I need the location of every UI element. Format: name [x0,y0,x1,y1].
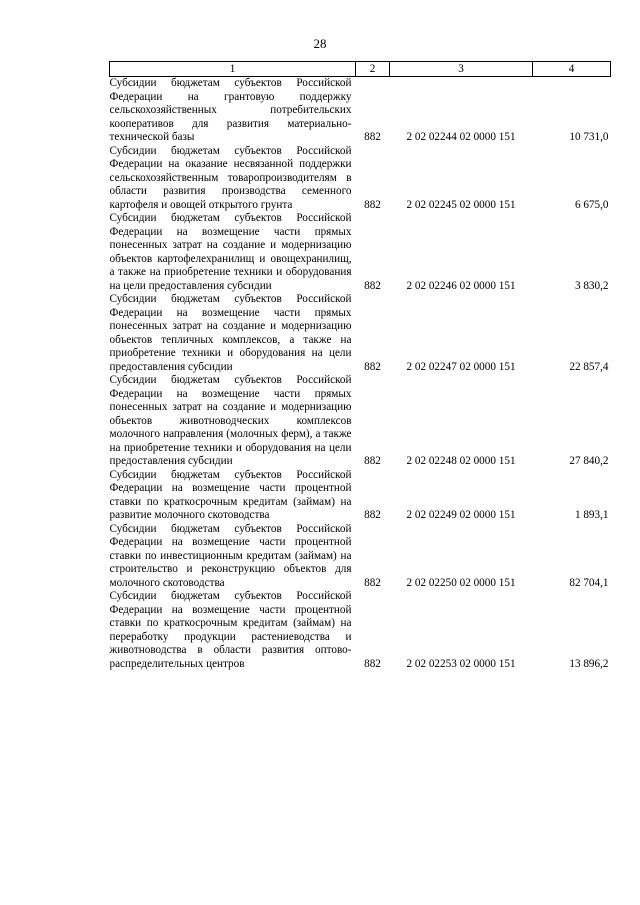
row-description-text: Субсидии бюджетам субъектов Российской Федерации на возмещение части прямых понесенных затрат на создание и модернизацию объектов животноводческих комплексов молочного направления (молочных ферм), а также на приобретение техники и оборудования на цели предоставления субсидии [109,374,352,467]
column-header-1: 1 [110,62,356,77]
row-admin-code: 882 [364,131,381,143]
table-header-row [110,62,611,77]
page-number: 28 [313,36,327,51]
row-description-text: Субсидии бюджетам субъектов Российской Федерации на возмещение части процентной ставки по краткосрочным кредитам (займам) на переработку продукции растениеводства и животноводства в области развития оптово-распределительных центров [109,590,352,670]
row-budget-code: 2 02 02245 02 0000 151 [406,198,516,211]
row-admin-code: 882 [364,576,381,589]
row-amount: 13 896,2 [569,657,609,670]
row-admin-code: 882 [364,198,381,211]
table-row [110,374,611,469]
budget-table [109,61,611,671]
row-budget-code: 2 02 02248 02 0000 151 [406,455,516,467]
row-description [110,212,356,293]
table-row [110,145,611,213]
row-description [110,469,356,523]
row-description-text: Субсидии бюджетам субъектов Российской Федерации на возмещение части прямых понесенных затрат на создание и модернизацию объектов тепличных комплексов, а также на приобретение техники и оборудования на цели предоставления субсидии [109,293,352,373]
row-budget-code: 2 02 02246 02 0000 151 [406,279,516,292]
column-header-2: 2 [356,62,390,77]
table-row [110,293,611,374]
table-row [110,523,611,591]
row-description [110,77,356,145]
row-description [110,293,356,374]
row-admin-code: 882 [364,360,381,373]
table-row [110,469,611,523]
row-amount: 1 893,1 [574,509,609,521]
column-header-4: 4 [533,62,611,77]
row-description-text: Субсидии бюджетам субъектов Российской Федерации на возмещение части процентной ставки по краткосрочным кредитам (займам) на развитие молочного скотоводства [109,468,352,521]
row-description [110,523,356,591]
row-budget-code: 2 02 02244 02 0000 151 [406,131,516,143]
row-budget-code: 2 02 02250 02 0000 151 [406,576,516,589]
row-admin-code: 882 [364,657,381,670]
row-budget-code: 2 02 02247 02 0000 151 [406,360,516,373]
table-row [110,77,611,145]
row-amount: 82 704,1 [569,576,609,589]
row-amount: 3 830,2 [574,279,609,292]
row-description [110,374,356,469]
row-description-text: Субсидии бюджетам субъектов Российской Федерации на возмещение части прямых понесенных затрат на создание и модернизацию объектов картофелехранилищ и овощехранилищ, а также на приобретение техники и оборудования на цели предоставления субсидии [109,212,352,292]
row-admin-code: 882 [364,279,381,292]
row-description-text: Субсидии бюджетам субъектов Российской Федерации на оказание несвязанной поддержки сельскохозяйственным товаропроизводителям в области развития производства семенного картофеля и овощей открытого грунта [109,144,352,211]
table-row [110,590,611,671]
table-row [110,212,611,293]
column-header-3: 3 [390,62,533,77]
row-amount: 27 840,2 [569,455,609,467]
row-description [110,590,356,671]
row-description [110,145,356,213]
row-admin-code: 882 [364,509,381,521]
row-admin-code: 882 [364,455,381,467]
row-amount: 22 857,4 [569,360,609,373]
row-amount: 10 731,0 [569,131,609,143]
row-description-text: Субсидии бюджетам субъектов Российской Федерации на грантовую поддержку сельскохозяйственных потребительских кооперативов для развития материально-технической базы [109,77,352,143]
row-amount: 6 675,0 [574,198,609,211]
row-budget-code: 2 02 02249 02 0000 151 [406,509,516,521]
row-description-text: Субсидии бюджетам субъектов Российской Федерации на возмещение части процентной ставки по инвестиционным кредитам (займам) на строительство и реконструкцию объектов для молочного скотоводства [109,522,352,589]
row-budget-code: 2 02 02253 02 0000 151 [406,657,516,670]
